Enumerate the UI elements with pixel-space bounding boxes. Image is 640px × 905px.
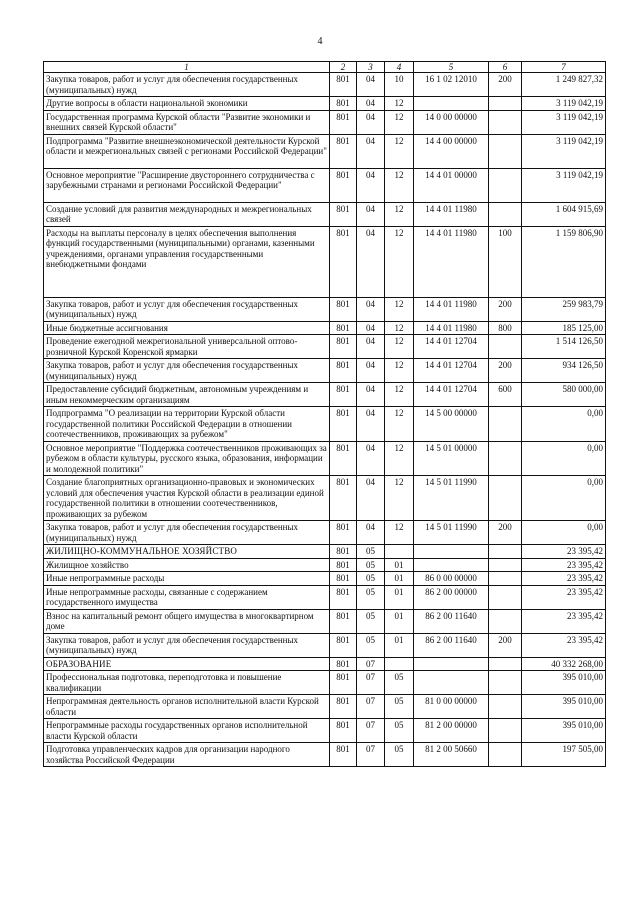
row-code-ministry: 801 [330, 73, 357, 97]
row-name: Профессиональная подготовка, переподготовка и повышение квалификации [44, 671, 330, 695]
row-code-expense-type: 200 [489, 633, 522, 657]
column-header-4: 4 [385, 62, 414, 73]
row-code-target: 14 5 01 11990 [414, 521, 489, 545]
table-row [44, 719, 606, 743]
row-code-section: 07 [357, 671, 385, 695]
row-code-ministry: 801 [330, 633, 357, 657]
row-name: Основное мероприятие "Поддержка соотечественников проживающих за рубежом в области культуры, русского языка, образования, информации и молодежной политики" [44, 441, 330, 476]
row-code-ministry: 801 [330, 558, 357, 572]
row-code-subsection: 12 [385, 321, 414, 335]
table-row [44, 407, 606, 442]
row-code-target [414, 558, 489, 572]
row-code-section: 04 [357, 321, 385, 335]
row-name: Предоставление субсидий бюджетным, автономным учреждениям и иным некоммерческим организациям [44, 383, 330, 407]
row-code-expense-type [489, 558, 522, 572]
row-code-expense-type [489, 476, 522, 521]
row-code-expense-type [489, 609, 522, 633]
row-code-subsection: 01 [385, 585, 414, 609]
row-amount: 0,00 [522, 407, 606, 442]
row-amount: 23 395,42 [522, 633, 606, 657]
column-header-2: 2 [330, 62, 357, 73]
row-name: Закупка товаров, работ и услуг для обеспечения государственных (муниципальных) нужд [44, 73, 330, 97]
row-code-section: 05 [357, 609, 385, 633]
row-amount: 23 395,42 [522, 545, 606, 559]
row-amount: 1 249 827,32 [522, 73, 606, 97]
row-name: Закупка товаров, работ и услуг для обеспечения государственных (муниципальных) нужд [44, 521, 330, 545]
row-code-expense-type [489, 585, 522, 609]
row-code-ministry: 801 [330, 383, 357, 407]
row-code-section: 04 [357, 110, 385, 134]
row-code-target: 14 5 00 00000 [414, 407, 489, 442]
row-code-ministry: 801 [330, 441, 357, 476]
row-code-section: 05 [357, 633, 385, 657]
row-code-subsection [385, 657, 414, 671]
row-amount: 1 514 126,50 [522, 335, 606, 359]
row-amount: 580 000,00 [522, 383, 606, 407]
row-code-subsection: 05 [385, 743, 414, 767]
row-name: Непрограммные расходы государственных органов исполнительной власти Курской области [44, 719, 330, 743]
row-code-target: 14 4 01 11980 [414, 297, 489, 321]
row-code-section: 04 [357, 168, 385, 202]
row-name: Подпрограмма "О реализации на территории Курской области государственной политики Российской Федерации в отношении соотечественников, проживающих за рубежом" [44, 407, 330, 442]
row-code-ministry: 801 [330, 202, 357, 226]
table-row [44, 383, 606, 407]
row-code-target: 14 5 01 00000 [414, 441, 489, 476]
row-code-ministry: 801 [330, 609, 357, 633]
column-header-6: 6 [489, 62, 522, 73]
header-row [44, 62, 606, 73]
row-amount: 3 119 042,19 [522, 110, 606, 134]
row-code-target: 14 4 01 11980 [414, 226, 489, 297]
row-code-ministry: 801 [330, 743, 357, 767]
row-name: Иные непрограммные расходы, связанные с содержанием государственного имущества [44, 585, 330, 609]
row-code-ministry: 801 [330, 657, 357, 671]
row-code-subsection: 12 [385, 407, 414, 442]
column-header-3: 3 [357, 62, 385, 73]
row-code-section: 04 [357, 476, 385, 521]
row-code-expense-type: 200 [489, 359, 522, 383]
row-code-target: 14 4 01 12704 [414, 359, 489, 383]
table-row [44, 97, 606, 111]
row-code-ministry: 801 [330, 407, 357, 442]
row-name: ЖИЛИЩНО-КОММУНАЛЬНОЕ ХОЗЯЙСТВО [44, 545, 330, 559]
table-row [44, 359, 606, 383]
row-code-expense-type [489, 335, 522, 359]
row-code-target: 14 4 00 00000 [414, 134, 489, 168]
row-code-subsection: 12 [385, 97, 414, 111]
row-code-subsection: 12 [385, 335, 414, 359]
row-code-subsection: 12 [385, 441, 414, 476]
row-code-target: 81 0 00 00000 [414, 695, 489, 719]
row-code-section: 04 [357, 202, 385, 226]
table-row [44, 545, 606, 559]
row-code-expense-type: 800 [489, 321, 522, 335]
row-amount: 1 604 915,69 [522, 202, 606, 226]
row-amount: 395 010,00 [522, 695, 606, 719]
row-amount: 3 119 042,19 [522, 134, 606, 168]
row-code-subsection: 01 [385, 609, 414, 633]
row-name: ОБРАЗОВАНИЕ [44, 657, 330, 671]
row-code-expense-type [489, 110, 522, 134]
row-code-expense-type: 200 [489, 73, 522, 97]
row-code-subsection [385, 545, 414, 559]
row-code-ministry: 801 [330, 585, 357, 609]
row-code-target: 86 2 00 11640 [414, 633, 489, 657]
row-code-section: 04 [357, 359, 385, 383]
row-amount: 197 505,00 [522, 743, 606, 767]
table-row [44, 633, 606, 657]
table-row [44, 671, 606, 695]
row-code-expense-type [489, 671, 522, 695]
table-row [44, 695, 606, 719]
row-code-expense-type [489, 134, 522, 168]
row-amount: 0,00 [522, 476, 606, 521]
column-header-5: 5 [414, 62, 489, 73]
table-row [44, 657, 606, 671]
row-code-ministry: 801 [330, 97, 357, 111]
row-code-subsection: 05 [385, 719, 414, 743]
row-code-subsection: 05 [385, 695, 414, 719]
row-code-expense-type [489, 719, 522, 743]
row-name: Подпрограмма "Развитие внешнеэкономической деятельности Курской области и межрегиональных связей с регионами Российской Федерации" [44, 134, 330, 168]
row-code-subsection: 12 [385, 383, 414, 407]
table-row [44, 476, 606, 521]
row-code-subsection: 12 [385, 168, 414, 202]
table-row [44, 226, 606, 297]
row-code-subsection: 12 [385, 476, 414, 521]
row-code-expense-type [489, 545, 522, 559]
row-amount: 395 010,00 [522, 719, 606, 743]
row-code-expense-type [489, 743, 522, 767]
row-code-ministry: 801 [330, 321, 357, 335]
row-code-target [414, 97, 489, 111]
table-row [44, 134, 606, 168]
row-code-target: 86 2 00 00000 [414, 585, 489, 609]
row-name: Закупка товаров, работ и услуг для обеспечения государственных (муниципальных) нужд [44, 297, 330, 321]
row-code-ministry: 801 [330, 695, 357, 719]
row-name: Другие вопросы в области национальной экономики [44, 97, 330, 111]
row-code-expense-type: 200 [489, 297, 522, 321]
row-code-subsection: 12 [385, 202, 414, 226]
row-code-subsection: 01 [385, 558, 414, 572]
row-amount: 934 126,50 [522, 359, 606, 383]
row-code-target: 14 0 00 00000 [414, 110, 489, 134]
row-code-expense-type: 600 [489, 383, 522, 407]
table-row [44, 743, 606, 767]
row-amount: 23 395,42 [522, 572, 606, 586]
row-code-section: 04 [357, 73, 385, 97]
row-code-ministry: 801 [330, 671, 357, 695]
row-code-section: 04 [357, 226, 385, 297]
row-code-expense-type [489, 657, 522, 671]
table-row [44, 609, 606, 633]
row-name: Создание условий для развития международных и межрегиональных связей [44, 202, 330, 226]
row-code-subsection: 12 [385, 297, 414, 321]
row-name: Расходы на выплаты персоналу в целях обеспечения выполнения функций государственными (муниципальными) органами, казенными учреждениями, органами управления государственными внебюджетными фондами [44, 226, 330, 297]
row-code-target: 86 0 00 00000 [414, 572, 489, 586]
row-name: Подготовка управленческих кадров для организации народного хозяйства Российской Федерации [44, 743, 330, 767]
row-name: Непрограммная деятельность органов исполнительной власти Курской области [44, 695, 330, 719]
row-code-section: 05 [357, 585, 385, 609]
row-code-target: 14 4 01 11980 [414, 202, 489, 226]
row-code-section: 04 [357, 383, 385, 407]
row-code-subsection: 10 [385, 73, 414, 97]
row-code-ministry: 801 [330, 134, 357, 168]
row-code-subsection: 01 [385, 572, 414, 586]
row-code-ministry: 801 [330, 335, 357, 359]
row-code-expense-type [489, 97, 522, 111]
row-amount: 23 395,42 [522, 585, 606, 609]
row-code-target: 14 4 01 12704 [414, 335, 489, 359]
row-code-ministry: 801 [330, 545, 357, 559]
table-row [44, 321, 606, 335]
table-row [44, 202, 606, 226]
row-code-target: 14 5 01 11990 [414, 476, 489, 521]
row-code-expense-type [489, 572, 522, 586]
row-code-section: 04 [357, 297, 385, 321]
row-code-target: 81 2 00 00000 [414, 719, 489, 743]
row-code-target: 16 1 02 12010 [414, 73, 489, 97]
row-code-subsection: 05 [385, 671, 414, 695]
row-code-subsection: 01 [385, 633, 414, 657]
row-amount: 395 010,00 [522, 671, 606, 695]
row-code-section: 05 [357, 572, 385, 586]
row-amount: 23 395,42 [522, 558, 606, 572]
row-code-subsection: 12 [385, 359, 414, 383]
row-amount: 3 119 042,19 [522, 97, 606, 111]
row-code-target: 14 4 01 11980 [414, 321, 489, 335]
row-code-section: 04 [357, 97, 385, 111]
row-code-target: 14 4 01 12704 [414, 383, 489, 407]
row-code-subsection: 12 [385, 226, 414, 297]
row-code-target: 86 2 00 11640 [414, 609, 489, 633]
row-code-ministry: 801 [330, 359, 357, 383]
row-name: Жилищное хозяйство [44, 558, 330, 572]
row-code-ministry: 801 [330, 572, 357, 586]
row-code-section: 04 [357, 134, 385, 168]
row-code-section: 07 [357, 695, 385, 719]
row-code-section: 04 [357, 521, 385, 545]
row-code-expense-type [489, 202, 522, 226]
page-number: 4 [317, 36, 323, 47]
row-code-expense-type: 100 [489, 226, 522, 297]
column-header-7: 7 [522, 62, 606, 73]
row-amount: 0,00 [522, 441, 606, 476]
row-code-target: 81 2 00 50660 [414, 743, 489, 767]
row-code-section: 07 [357, 657, 385, 671]
row-code-section: 05 [357, 558, 385, 572]
row-amount: 23 395,42 [522, 609, 606, 633]
row-code-section: 04 [357, 441, 385, 476]
table-row [44, 441, 606, 476]
table-row [44, 73, 606, 97]
row-code-expense-type: 200 [489, 521, 522, 545]
row-code-section: 05 [357, 545, 385, 559]
table-row [44, 168, 606, 202]
row-code-ministry: 801 [330, 168, 357, 202]
row-name: Закупка товаров, работ и услуг для обеспечения государственных (муниципальных) нужд [44, 633, 330, 657]
table-row [44, 585, 606, 609]
column-header-1: 1 [44, 62, 330, 73]
row-code-ministry: 801 [330, 110, 357, 134]
table-row [44, 297, 606, 321]
row-name: Создание благоприятных организационно-правовых и экономических условий для обеспечения участия Курской области в реализации единой государственной политики в отношении соотечественников, проживающих за рубежом [44, 476, 330, 521]
row-code-target [414, 545, 489, 559]
budget-table [43, 61, 606, 767]
row-code-section: 07 [357, 719, 385, 743]
row-code-ministry: 801 [330, 719, 357, 743]
row-code-subsection: 12 [385, 134, 414, 168]
table-row [44, 110, 606, 134]
row-code-target [414, 671, 489, 695]
table-row [44, 572, 606, 586]
row-name: Основное мероприятие "Расширение двустороннего сотрудничества с зарубежными странами и регионами Российской Федерации" [44, 168, 330, 202]
row-code-ministry: 801 [330, 226, 357, 297]
row-amount: 40 332 268,00 [522, 657, 606, 671]
row-code-ministry: 801 [330, 297, 357, 321]
row-code-ministry: 801 [330, 476, 357, 521]
row-amount: 185 125,00 [522, 321, 606, 335]
row-code-expense-type [489, 441, 522, 476]
row-code-ministry: 801 [330, 521, 357, 545]
row-name: Иные непрограммные расходы [44, 572, 330, 586]
row-code-target: 14 4 01 00000 [414, 168, 489, 202]
row-code-subsection: 12 [385, 110, 414, 134]
row-amount: 3 119 042,19 [522, 168, 606, 202]
table-row [44, 558, 606, 572]
row-code-subsection: 12 [385, 521, 414, 545]
table-row [44, 335, 606, 359]
row-amount: 0,00 [522, 521, 606, 545]
row-code-expense-type [489, 695, 522, 719]
row-name: Иные бюджетные ассигнования [44, 321, 330, 335]
row-code-expense-type [489, 407, 522, 442]
row-name: Взнос на капитальный ремонт общего имущества в многоквартирном доме [44, 609, 330, 633]
row-code-target [414, 657, 489, 671]
row-code-section: 04 [357, 407, 385, 442]
row-code-section: 07 [357, 743, 385, 767]
row-name: Государственная программа Курской области "Развитие экономики и внешних связей Курской области" [44, 110, 330, 134]
row-code-section: 04 [357, 335, 385, 359]
row-name: Проведение ежегодной межрегиональной универсальной оптово-розничной Курской Коренской ярмарки [44, 335, 330, 359]
table-row [44, 521, 606, 545]
row-name: Закупка товаров, работ и услуг для обеспечения государственных (муниципальных) нужд [44, 359, 330, 383]
row-code-expense-type [489, 168, 522, 202]
row-amount: 259 983,79 [522, 297, 606, 321]
row-amount: 1 159 806,90 [522, 226, 606, 297]
